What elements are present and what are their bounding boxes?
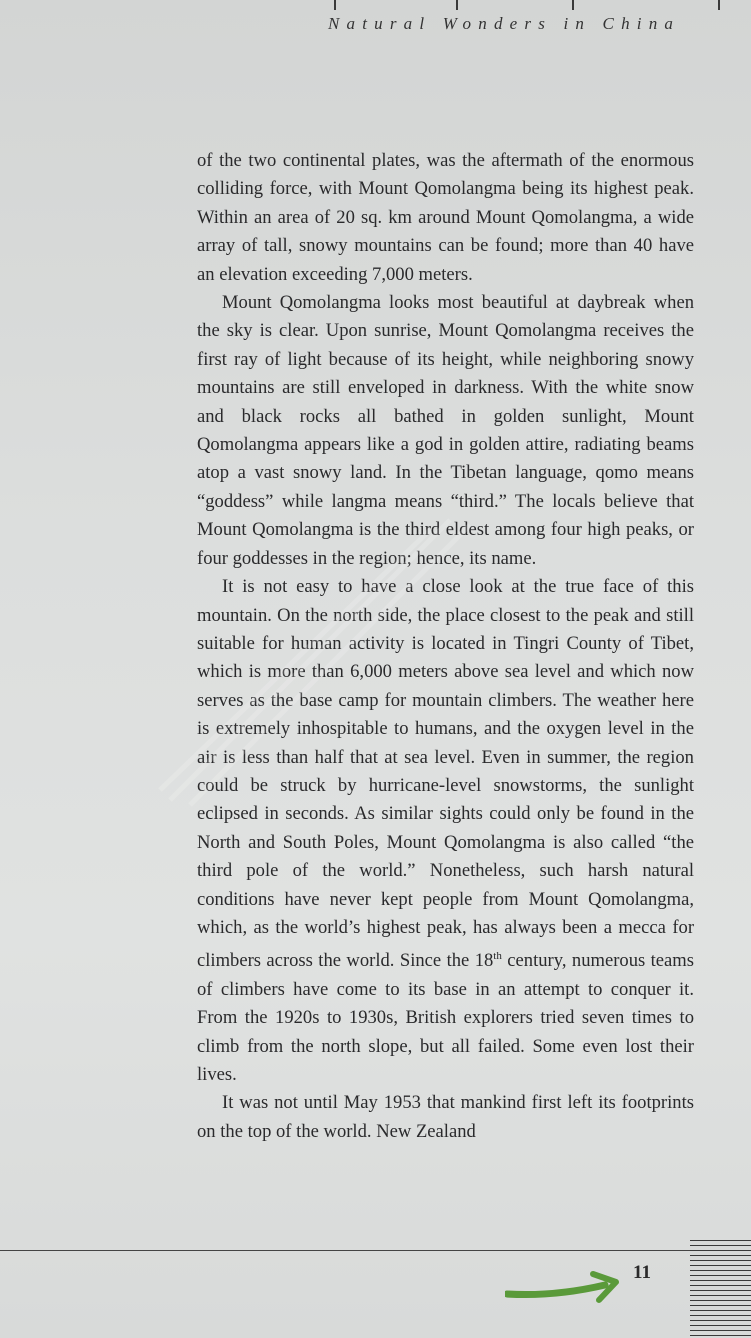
- text-line: neighboring snowy mountains are still enveloped in: [197, 348, 695, 399]
- text-line: summer, the region could be struck by hurricane-level: [197, 746, 694, 796]
- text-line: attempt to conquer it. From the 1920s to 1930s, British: [197, 978, 694, 1029]
- text-line: being its highest peak. Within an area of 20 sq. km: [197, 178, 694, 228]
- text-line: when the sky is clear. Upon sunrise, Mount Qomolangma: [197, 292, 694, 342]
- text-line: receives the first ray of light because of its height, while: [197, 320, 694, 370]
- header-tick-marks: [330, 0, 730, 14]
- text-line: mountains can be found; more than 40 have an elevation: [197, 235, 694, 285]
- text-line: this mountain. On the north side, the place closest to: [197, 576, 694, 626]
- paragraph: [197, 1089, 694, 1146]
- text-line: enormous colliding force, with Mount Qomolangma: [197, 150, 694, 200]
- text-line: level in the air is less than half that at sea level. Even in: [197, 718, 694, 768]
- text-line: land. In the Tibetan language, qomo means “goddess”: [197, 462, 694, 512]
- text-line: never kept people from Mount Qomolangma, which,: [197, 888, 695, 938]
- text-line: peaks, or four goddesses in the region; hence, its name.: [197, 519, 694, 569]
- header-tick: [572, 0, 574, 10]
- text-line: snowstorms, the sunlight eclipsed in seconds. As similar: [197, 774, 695, 825]
- running-head: Natural Wonders in China: [328, 14, 681, 33]
- text-line: exceeding 7,000 meters.: [292, 263, 473, 285]
- text-line: is extremely inhospitable to humans, and the oxygen: [197, 718, 602, 740]
- text-line: Mount Qomolangma looks most beautiful at daybreak: [222, 292, 646, 314]
- text-line: of the two continental plates, was the aftermath of the: [197, 150, 615, 171]
- header-tick: [456, 0, 458, 10]
- paragraph: [197, 289, 694, 573]
- edge-stripes: [690, 1240, 751, 1338]
- text-line: world.” Nonetheless, such harsh natural conditions have: [197, 860, 695, 910]
- text-line: the peak and still suitable for human activity is located: [197, 604, 694, 654]
- text-line: for climbers across the world. Since the 18: [197, 916, 695, 972]
- header-tick: [334, 0, 336, 10]
- superscript: th: [493, 950, 502, 963]
- text-line: meters above sea level and which now serves as the: [197, 661, 694, 711]
- text-line: Mount Qomolangma is also called “the third pole of the: [197, 831, 694, 882]
- text-line: Mount Qomolangma is the third eldest among four high: [197, 519, 621, 541]
- paragraph: [197, 147, 694, 289]
- paragraph: [197, 573, 694, 1089]
- page-number: 11: [633, 1262, 651, 1283]
- body-text: [197, 147, 694, 1146]
- text-line: but all failed. Some even lost their lives.: [197, 1035, 694, 1085]
- text-line: god in golden attire, radiating beams atop a vast snowy: [197, 434, 694, 484]
- text-line: numerous teams of climbers have come to its base in an: [197, 950, 694, 1000]
- text-line: century,: [501, 950, 567, 972]
- text-line: in Tingri County of Tibet, which is more than 6,000: [197, 632, 694, 683]
- text-line: in golden sunlight, Mount Qomolangma appears like a: [197, 405, 694, 456]
- text-line: sights could only be found in the North and South Poles,: [197, 803, 694, 853]
- text-line: as the world’s highest peak, has always been a mecca: [253, 916, 666, 938]
- text-line: explorers tried seven times to climb from the north slope,: [197, 1007, 694, 1057]
- text-line: around Mount Qomolangma, a wide array of tall, snowy: [197, 206, 694, 257]
- text-line: its footprints on the top of the world. New Zealand: [197, 1092, 694, 1142]
- text-line: It was not until May 1953 that mankind first left: [222, 1092, 593, 1114]
- text-line: darkness. With the white snow and black rocks all bathed: [197, 377, 694, 427]
- text-line: It is not easy to have a close look at the true face of: [222, 576, 659, 598]
- header-tick: [718, 0, 720, 10]
- text-line: while langma means “third.” The locals believe that: [281, 490, 694, 512]
- text-line: base camp for mountain climbers. The weather here: [299, 689, 695, 711]
- footer-rule: [0, 1250, 690, 1251]
- green-arrow-icon: [505, 1270, 620, 1306]
